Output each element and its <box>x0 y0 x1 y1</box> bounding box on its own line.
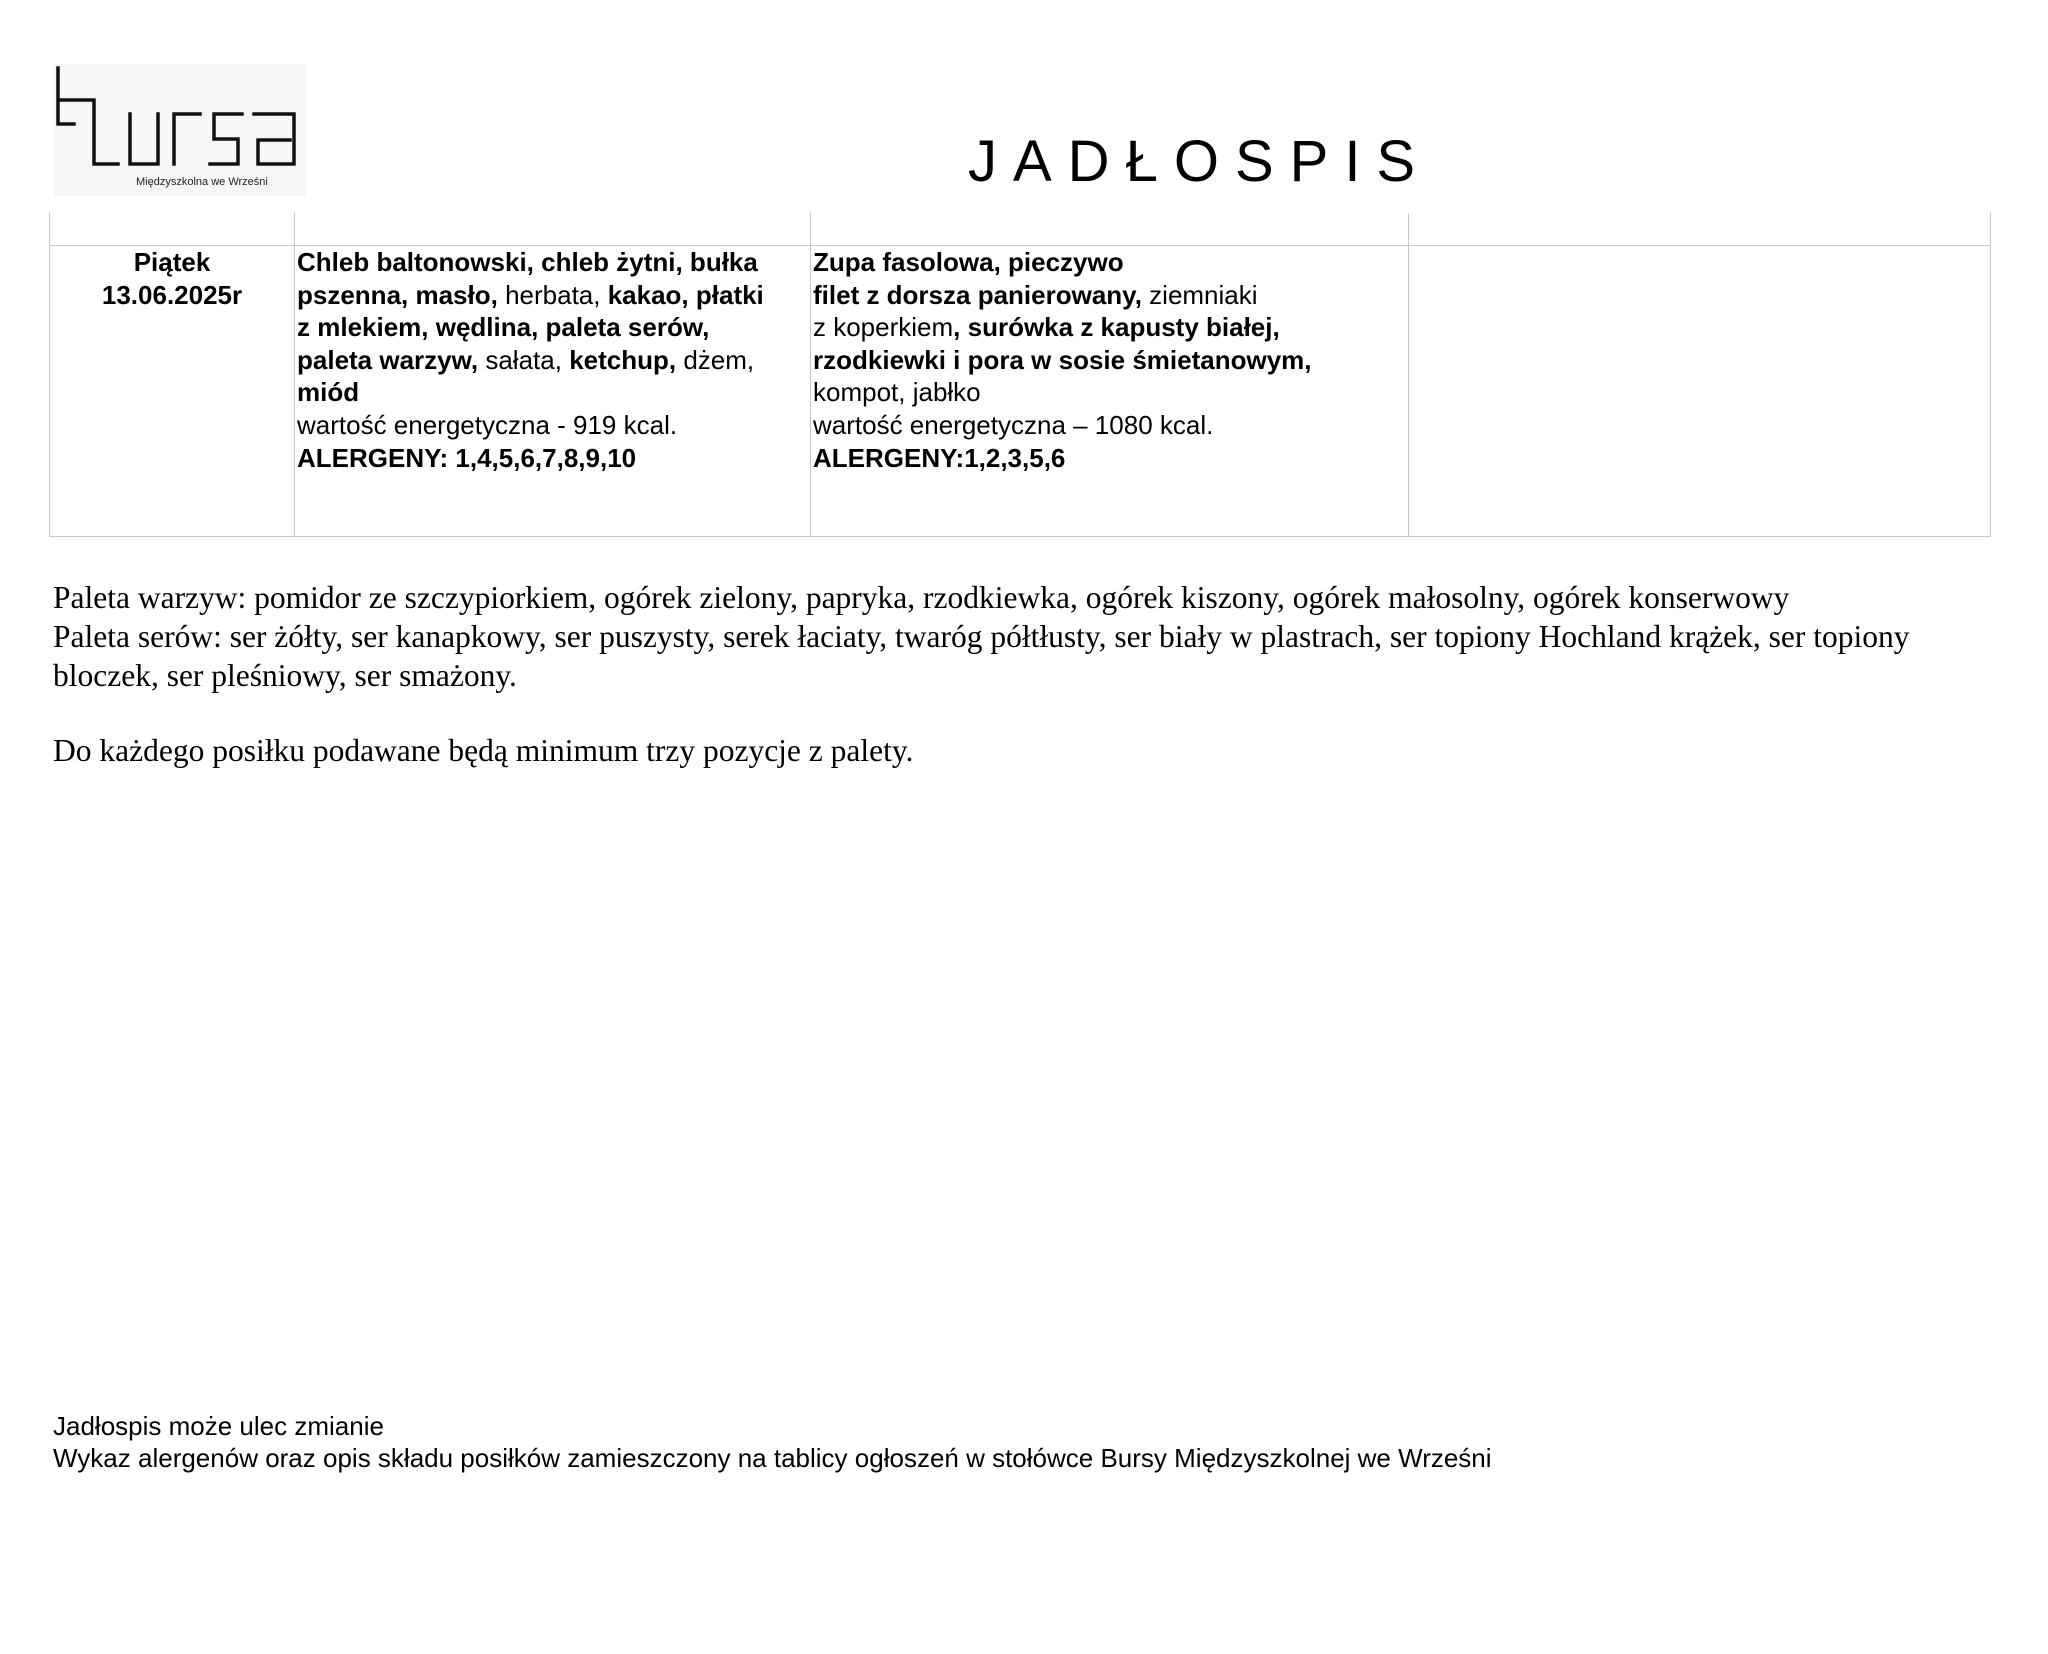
palette-notes <box>53 578 2013 770</box>
vegetable-palette: Paleta warzyw: pomidor ze szczypiorkiem, ogórek zielony, papryka, rzodkiewka, ogórek kiszony, ogórek małosolny, ogórek konserwowy <box>53 580 1790 615</box>
table-cell <box>50 213 295 246</box>
minimum-note: Do każdego posiłku podawane będą minimum trzy pozycje z palety. <box>53 733 914 768</box>
table-cell <box>811 213 1409 246</box>
footer-change-note: Jadłospis może ulec zmianie <box>53 1411 384 1441</box>
lunch-text: rzodkiewki i pora w sosie śmietanowym, <box>813 344 1312 375</box>
lunch-text: , surówka z kapusty białej, <box>953 312 1280 343</box>
lunch-text: z koperkiem <box>813 312 954 343</box>
breakfast-text: sałata, <box>478 344 570 375</box>
table-cell <box>1409 213 1991 246</box>
breakfast-text: kakao, płatki <box>607 279 764 310</box>
breakfast-text: z mlekiem, wędlina, paleta serów, <box>297 312 710 343</box>
breakfast-allergens: ALERGENY: 1,4,5,6,7,8,9,10 <box>297 442 637 473</box>
breakfast-text: herbata, <box>497 279 608 310</box>
table-cell <box>295 213 811 246</box>
lunch-text: kompot, jabłko <box>813 377 981 408</box>
lunch-allergens: ALERGENY:1,2,3,5,6 <box>813 442 1066 473</box>
lunch-energy: wartość energetyczna – 1080 kcal. <box>813 409 1214 440</box>
logo-subtitle: Międzyszkolna we Wrześni <box>136 176 268 188</box>
breakfast-text: ketchup, <box>569 344 677 375</box>
page-title: JADŁOSPIS <box>968 129 1432 194</box>
bursa-logo <box>54 64 306 196</box>
footer <box>53 1410 1492 1474</box>
lunch-text: filet z dorsza panierowany, <box>813 279 1142 310</box>
breakfast-text: miód <box>297 377 360 408</box>
lunch-text: Zupa fasolowa, pieczywo <box>813 247 1124 277</box>
table-row <box>50 213 1991 246</box>
breakfast-text: Chleb baltonowski, chleb żytni, bułka <box>297 247 758 277</box>
day-name: Piątek <box>133 247 211 277</box>
day-date: 13.06.2025r <box>101 279 243 310</box>
breakfast-energy: wartość energetyczna - 919 kcal. <box>297 409 678 440</box>
menu-table <box>49 213 1991 537</box>
empty-cell <box>1409 246 1991 537</box>
day-cell <box>50 246 295 537</box>
lunch-cell <box>811 246 1409 537</box>
lunch-text: ziemniaki <box>1141 279 1258 310</box>
breakfast-text: dżem, <box>676 344 755 375</box>
breakfast-cell <box>295 246 811 537</box>
breakfast-text: paleta warzyw, <box>297 344 479 375</box>
table-row <box>50 246 1991 537</box>
footer-allergen-note: Wykaz alergenów oraz opis składu posiłków zamieszczony na tablicy ogłoszeń w stołówce Bursy Międzyszkolnej we Wrześni <box>53 1443 1492 1473</box>
breakfast-text: pszenna, masło, <box>297 279 498 310</box>
cheese-palette: Paleta serów: ser żółty, ser kanapkowy, ser puszysty, serek łaciaty, twaróg półtłusty, ser biały w plastrach, ser topiony Hochland krążek, ser topiony bloczek, ser pleśniowy, ser smażony. <box>53 619 1910 693</box>
